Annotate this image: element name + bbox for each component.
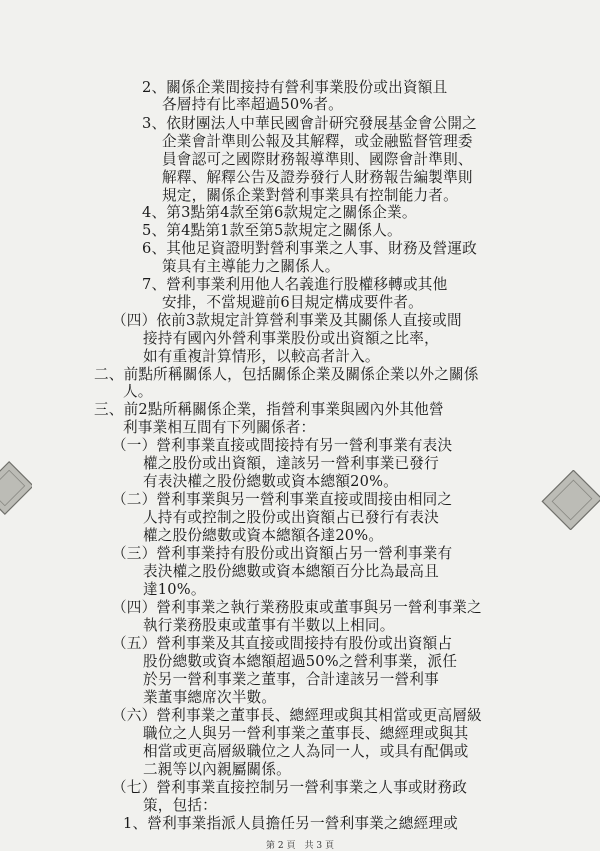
text-line: 6、其他足資證明對營利事業之人事、財務及營運政	[142, 240, 477, 257]
text-line: 策，包括：	[143, 797, 217, 814]
text-line: 表決權之股份總數或資本總額百分比為最高且	[143, 563, 439, 580]
text-line: 有表決權之股份總數或資本總額20%。	[143, 473, 398, 490]
text-line: （四）依前3款規定計算營利事業及其關係人直接或間	[112, 312, 462, 329]
text-line: 安排，不當規避前6目規定構成要件者。	[162, 294, 423, 311]
text-line: 執行業務股東或董事有半數以上相同。	[143, 617, 395, 634]
text-line: 接持有國內外營利事業股份或出資額之比率，	[143, 330, 439, 347]
seal-stamp-icon	[540, 470, 600, 530]
text-line: 3、依財團法人中華民國會計研究發展基金會公開之	[142, 115, 477, 132]
text-line: 各層持有比率超過50%者。	[162, 96, 343, 113]
text-line: 達10%。	[143, 581, 206, 598]
text-line: 二、前點所稱關係人，包括關係企業及關係企業以外之關係	[94, 366, 479, 383]
text-line: 二親等以內親屬關係。	[143, 761, 291, 778]
text-line: 解釋、解釋公告及證券發行人財務報告編製準則	[162, 169, 473, 186]
text-line: 股份總數或資本總額超過50%之營利事業，派任	[143, 653, 458, 670]
text-line: 4、第3點第4款至第6款規定之關係企業。	[142, 204, 417, 221]
text-line: 職位之人與另一營利事業之董事長、總經理或與其	[143, 725, 469, 742]
text-line: 於另一營利事業之董事，合計達該另一營利事	[143, 671, 439, 688]
text-line: 相當或更高層級職位之人為同一人，或具有配偶或	[143, 743, 469, 760]
text-line: 策具有主導能力之關係人。	[162, 258, 340, 275]
text-line: 權之股份總數或資本總額各達20%。	[143, 527, 384, 544]
text-line: 利事業相互間有下列關係者：	[123, 419, 316, 436]
text-line: 人。	[123, 383, 153, 400]
text-line: 1、營利事業指派人員擔任另一營利事業之總經理或	[123, 815, 458, 832]
text-line: （四）營利事業之執行業務股東或董事與另一營利事業之	[112, 599, 482, 616]
text-line: 企業會計準則公報及其解釋，或金融監督管理委	[162, 133, 473, 150]
text-line: （六）營利事業之董事長、總經理或與其相當或更高層級	[112, 707, 482, 724]
text-line: 三、前2點所稱關係企業，指營利事業與國內外其他營	[94, 401, 444, 418]
text-line: 員會認可之國際財務報導準則、國際會計準則、	[162, 151, 473, 168]
page-number-footer: 第 2 頁 共 3 頁	[266, 841, 334, 851]
text-line: 2、關係企業間接持有營利事業股份或出資額且	[142, 79, 448, 96]
text-line: 人持有或控制之股份或出資額占已發行有表決	[143, 509, 439, 526]
text-line: 如有重複計算情形，以較高者計入。	[143, 348, 380, 365]
text-line: 7、營利事業利用他人名義進行股權移轉或其他	[142, 276, 448, 293]
text-line: （二）營利事業與另一營利事業直接或間接由相同之	[112, 491, 453, 508]
text-line: 權之股份或出資額，達該另一營利事業已發行	[143, 455, 439, 472]
text-line: （一）營利事業直接或間接持有另一營利事業有表決	[112, 437, 453, 454]
text-line: （七）營利事業直接控制另一營利事業之人事或財務政	[112, 779, 468, 796]
text-line: 5、第4點第1款至第5款規定之關係人。	[142, 222, 402, 239]
text-line: （五）營利事業及其直接或間接持有股份或出資額占	[112, 635, 453, 652]
seal-stamp-icon	[0, 458, 32, 518]
text-line: 規定，關係企業對營利事業具有控制能力者。	[162, 187, 458, 204]
text-line: 業董事總席次半數。	[143, 689, 277, 706]
text-line: （三）營利事業持有股份或出資額占另一營利事業有	[112, 545, 453, 562]
